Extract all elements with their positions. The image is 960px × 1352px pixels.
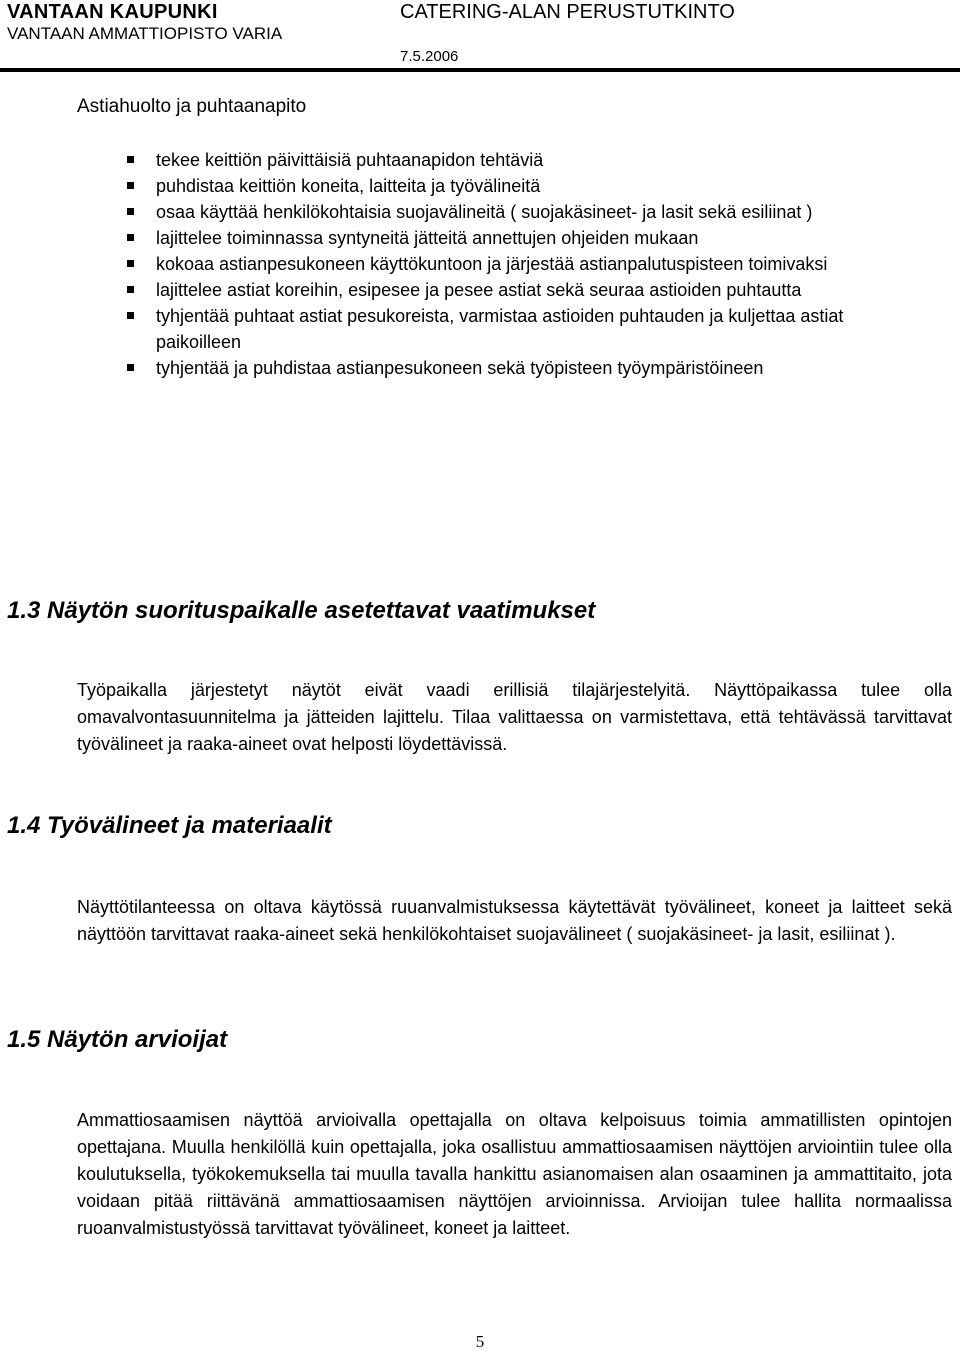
bullet-square-icon: [127, 312, 134, 319]
list-item: tekee keittiön päivittäisiä puhtaanapidon tehtäviä: [127, 147, 927, 173]
bullet-square-icon: [127, 286, 134, 293]
list-item: osaa käyttää henkilökohtaisia suojavälineitä ( suojakäsineet- ja lasit sekä esiliinat ): [127, 199, 927, 225]
list-item: puhdistaa keittiön koneita, laitteita ja työvälineitä: [127, 173, 927, 199]
heading-1-5: 1.5 Näytön arvioijat: [7, 1026, 228, 1053]
page-number: 5: [475, 1332, 485, 1351]
list-item: lajittelee toiminnassa syntyneitä jätteitä annettujen ohjeiden mukaan: [127, 225, 927, 251]
list-item: kokoaa astianpesukoneen käyttökuntoon ja järjestää astianpalutuspisteen toimivaksi: [127, 251, 927, 277]
list-item: tyhjentää puhtaat astiat pesukoreista, varmistaa astioiden puhtauden ja kuljettaa astiat paikoilleen: [127, 303, 927, 355]
list-item: tyhjentää ja puhdistaa astianpesukoneen sekä työpisteen työympäristöineen: [127, 355, 927, 381]
paragraph-1-3: Työpaikalla järjestetyt näytöt eivät vaadi erillisiä tilajärjestelyitä. Näyttöpaikassa tulee olla omavalvontasuunnitelma ja jätteiden lajittelu. Tilaa valittaessa on varmistettava, että tehtävässä tarvittavat työvälineet ja raaka-aineet ovat helposti löydettävissä.: [77, 680, 952, 754]
bullet-square-icon: [127, 156, 134, 163]
task-list: [127, 147, 927, 381]
bullet-square-icon: [127, 364, 134, 371]
bullet-square-icon: [127, 208, 134, 215]
header-divider: [0, 68, 960, 72]
school-name: VANTAAN AMMATTIOPISTO VARIA: [7, 24, 283, 43]
bullet-square-icon: [127, 260, 134, 267]
bullet-square-icon: [127, 182, 134, 189]
paragraph-1-5: Ammattiosaamisen näyttöä arvioivalla opettajalla on oltava kelpoisuus toimia ammatillisten opintojen opettajana. Muulla henkilöllä kuin opettajalla, joka osallistuu ammattiosaamisen näyttöjen arviointiin tulee olla koulutuksella, työkokemuksella tai muulla tavalla hankittu asianomaisen alan osaaminen ja ammattitaito, jota voidaan pitää riittävänä ammattiosaamisen näyttöjen arvioinnissa. Arvioijan tulee hallita normaalissa ruoanvalmistustyössä tarvittavat työvälineet, koneet ja laitteet.: [77, 1110, 952, 1238]
paragraph-1-4: Näyttötilanteessa on oltava käytössä ruuanvalmistuksessa käytettävät työvälineet, koneet ja laitteet sekä näyttöön tarvittavat raaka-aineet sekä henkilökohtaiset suojavälineet ( suojakäsineet- ja lasit, esiliinat ).: [77, 897, 952, 944]
heading-1-4: 1.4 Työvälineet ja materiaalit: [7, 812, 332, 839]
heading-1-3: 1.3 Näytön suorituspaikalle asetettavat vaatimukset: [7, 597, 596, 624]
document-date: 7.5.2006: [400, 48, 459, 65]
organization-name: VANTAAN KAUPUNKI: [7, 1, 218, 23]
section-heading: Astiahuolto ja puhtaanapito: [77, 96, 307, 117]
bullet-square-icon: [127, 234, 134, 241]
course-title: CATERING-ALAN PERUSTUTKINTO: [400, 1, 735, 23]
list-item: lajittelee astiat koreihin, esipesee ja pesee astiat sekä seuraa astioiden puhtautta: [127, 277, 927, 303]
